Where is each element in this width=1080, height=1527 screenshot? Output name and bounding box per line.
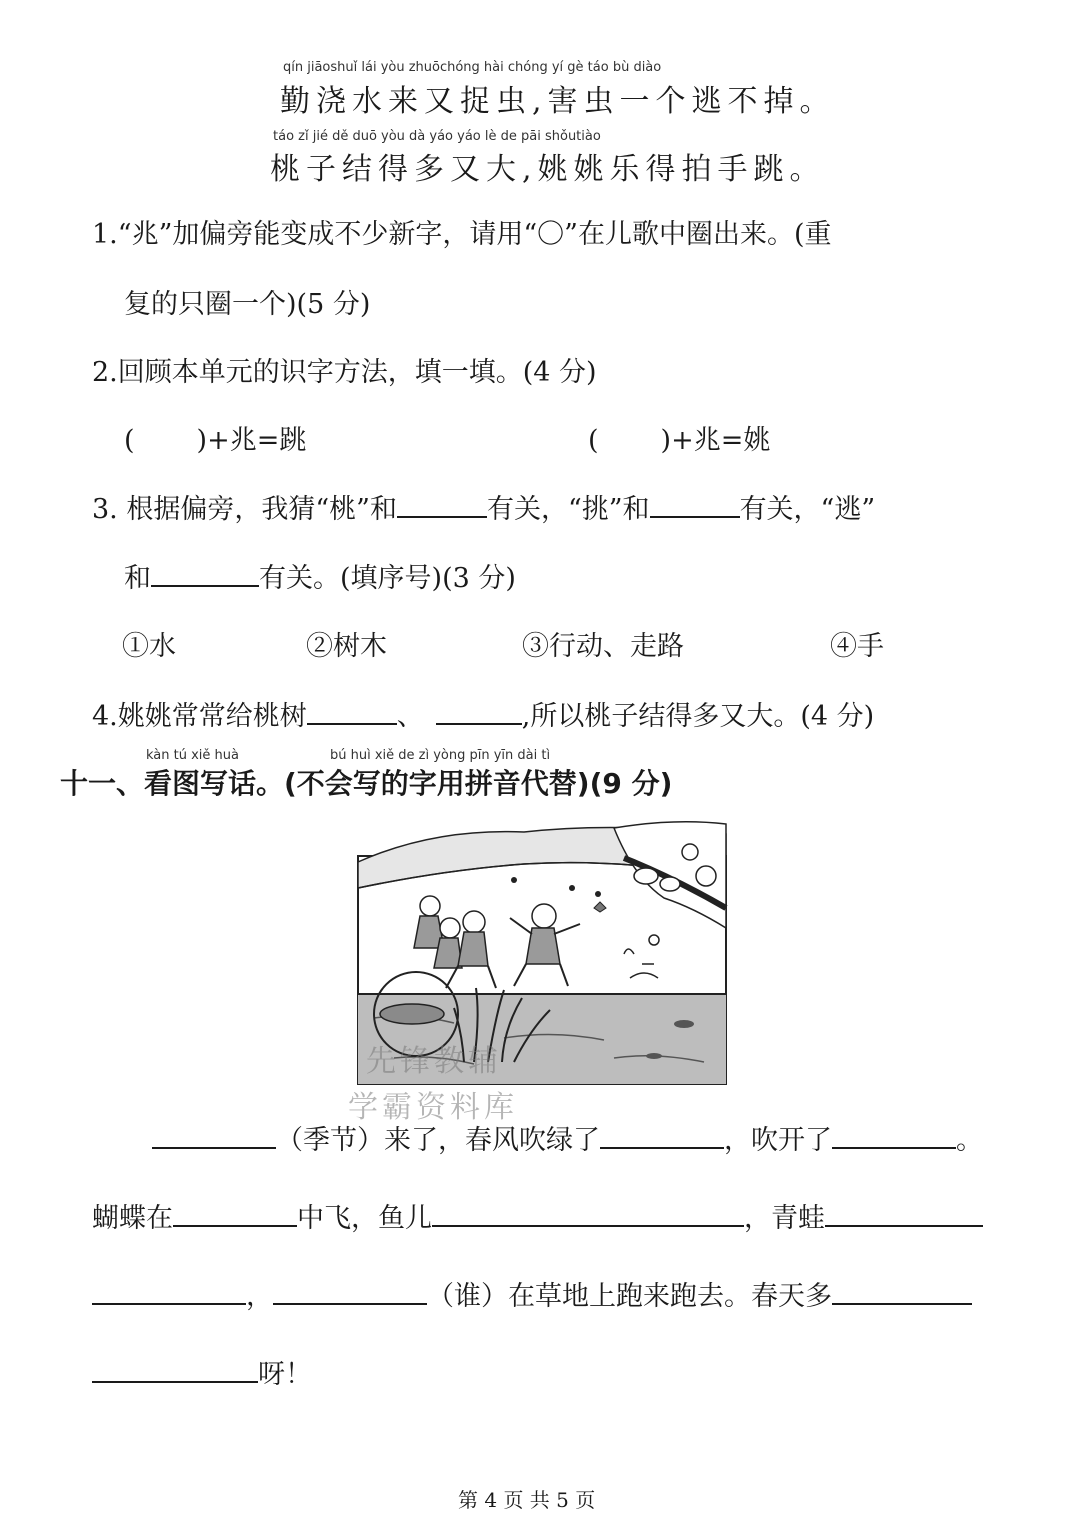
q3-option-1: ①水 — [122, 631, 176, 662]
q3-option-3: ③行动、走路 — [522, 631, 684, 662]
question-3 — [92, 487, 875, 526]
q3-part1: 3. 根据偏旁，我猜“桃”和 — [92, 494, 397, 525]
writing-blank-who[interactable] — [273, 1277, 427, 1305]
writing-blank-bloom[interactable] — [832, 1121, 956, 1149]
q4-part1: 4.姚姚常常给桃树 — [92, 701, 307, 732]
q3-option-4: ④手 — [830, 631, 884, 662]
q4-blank-2[interactable] — [436, 697, 522, 725]
writing-blank-green[interactable] — [600, 1121, 724, 1149]
watermark-line-1: 先锋教辅 — [366, 1044, 502, 1079]
writing-blank-fish[interactable] — [432, 1199, 744, 1227]
poem-line2: 桃子结得多又大,姚姚乐得拍手跳。 — [270, 152, 826, 187]
writing-l1-a: （季节）来了，春风吹绿了 — [276, 1125, 600, 1156]
q3-part3: 有关，“逃” — [739, 494, 876, 525]
writing-blank-frog-cont[interactable] — [92, 1277, 246, 1305]
writing-l2-c: ，青蛙 — [744, 1203, 825, 1234]
q3-blank-3[interactable] — [151, 559, 259, 587]
writing-l2-a: 蝴蝶在 — [92, 1203, 173, 1234]
section11-pinyin-right: bú huì xiě de zì yòng pīn yīn dài tì — [330, 748, 551, 763]
q4-blank-1[interactable] — [307, 697, 397, 725]
q2-left-item — [124, 418, 306, 457]
page-footer: 第 4 页 共 5 页 — [458, 1488, 596, 1512]
q2-right-item — [588, 418, 770, 457]
writing-line-2 — [92, 1196, 983, 1235]
q3-blank-2[interactable] — [650, 490, 740, 518]
q2-right-open: ( — [588, 425, 599, 456]
question-2: 2.回顾本单元的识字方法，填一填。(4 分) — [92, 357, 597, 388]
poem-line1: 勤浇水来又捉虫,害虫一个逃不掉。 — [280, 84, 836, 119]
writing-line-1 — [152, 1118, 983, 1157]
watermark-line-2: 学霸资料库 — [348, 1090, 518, 1125]
writing-l4-a: 呀！ — [258, 1359, 312, 1390]
writing-line-4 — [92, 1352, 312, 1391]
writing-l2-b: 中飞，鱼儿 — [297, 1203, 432, 1234]
writing-l1-c: 。 — [956, 1125, 983, 1156]
writing-blank-butterfly[interactable] — [173, 1199, 297, 1227]
q2-left-open: ( — [124, 425, 135, 456]
poem-line1-pinyin: qín jiāoshuǐ lái yòu zhuōchóng hài chóng yí gè táo bù diào — [283, 60, 662, 75]
q3-part5: 有关。(填序号)(3 分) — [259, 563, 516, 594]
writing-blank-spring[interactable] — [832, 1277, 972, 1305]
writing-l3-b: （谁）在草地上跑来跑去。春天多 — [427, 1281, 832, 1312]
q3-part4: 和 — [124, 563, 151, 594]
question-1: 1.“兆”加偏旁能变成不少新字，请用“〇”在儿歌中圈出来。(重 — [92, 219, 832, 250]
writing-l1-b: ，吹开了 — [724, 1125, 832, 1156]
q3-blank-1[interactable] — [397, 490, 487, 518]
question-1-cont: 复的只圈一个)(5 分) — [124, 289, 371, 320]
q4-part2: 、 — [396, 701, 424, 732]
writing-blank-frog[interactable] — [825, 1199, 983, 1227]
q3-part2: 有关，“挑”和 — [486, 494, 650, 525]
q4-part3: ,所以桃子结得多又大。(4 分) — [521, 701, 875, 732]
writing-line-3 — [92, 1274, 972, 1313]
writing-blank-season[interactable] — [152, 1121, 276, 1149]
poem-line2-pinyin: táo zǐ jié dě duō yòu dà yáo yáo lè de pāi shǒutiào — [273, 129, 601, 144]
question-4 — [92, 694, 874, 733]
writing-blank-spring-cont[interactable] — [92, 1355, 258, 1383]
q2-left-close: )+兆=跳 — [196, 425, 307, 456]
question-3-cont — [124, 556, 516, 595]
q2-right-close: )+兆=姚 — [660, 425, 771, 456]
writing-l3-a: ， — [246, 1281, 273, 1312]
section11-heading: 十一、看图写话。(不会写的字用拼音代替)(9 分) — [60, 767, 673, 800]
section11-pinyin-left: kàn tú xiě huà — [146, 748, 239, 763]
q3-option-2: ②树木 — [306, 631, 387, 662]
